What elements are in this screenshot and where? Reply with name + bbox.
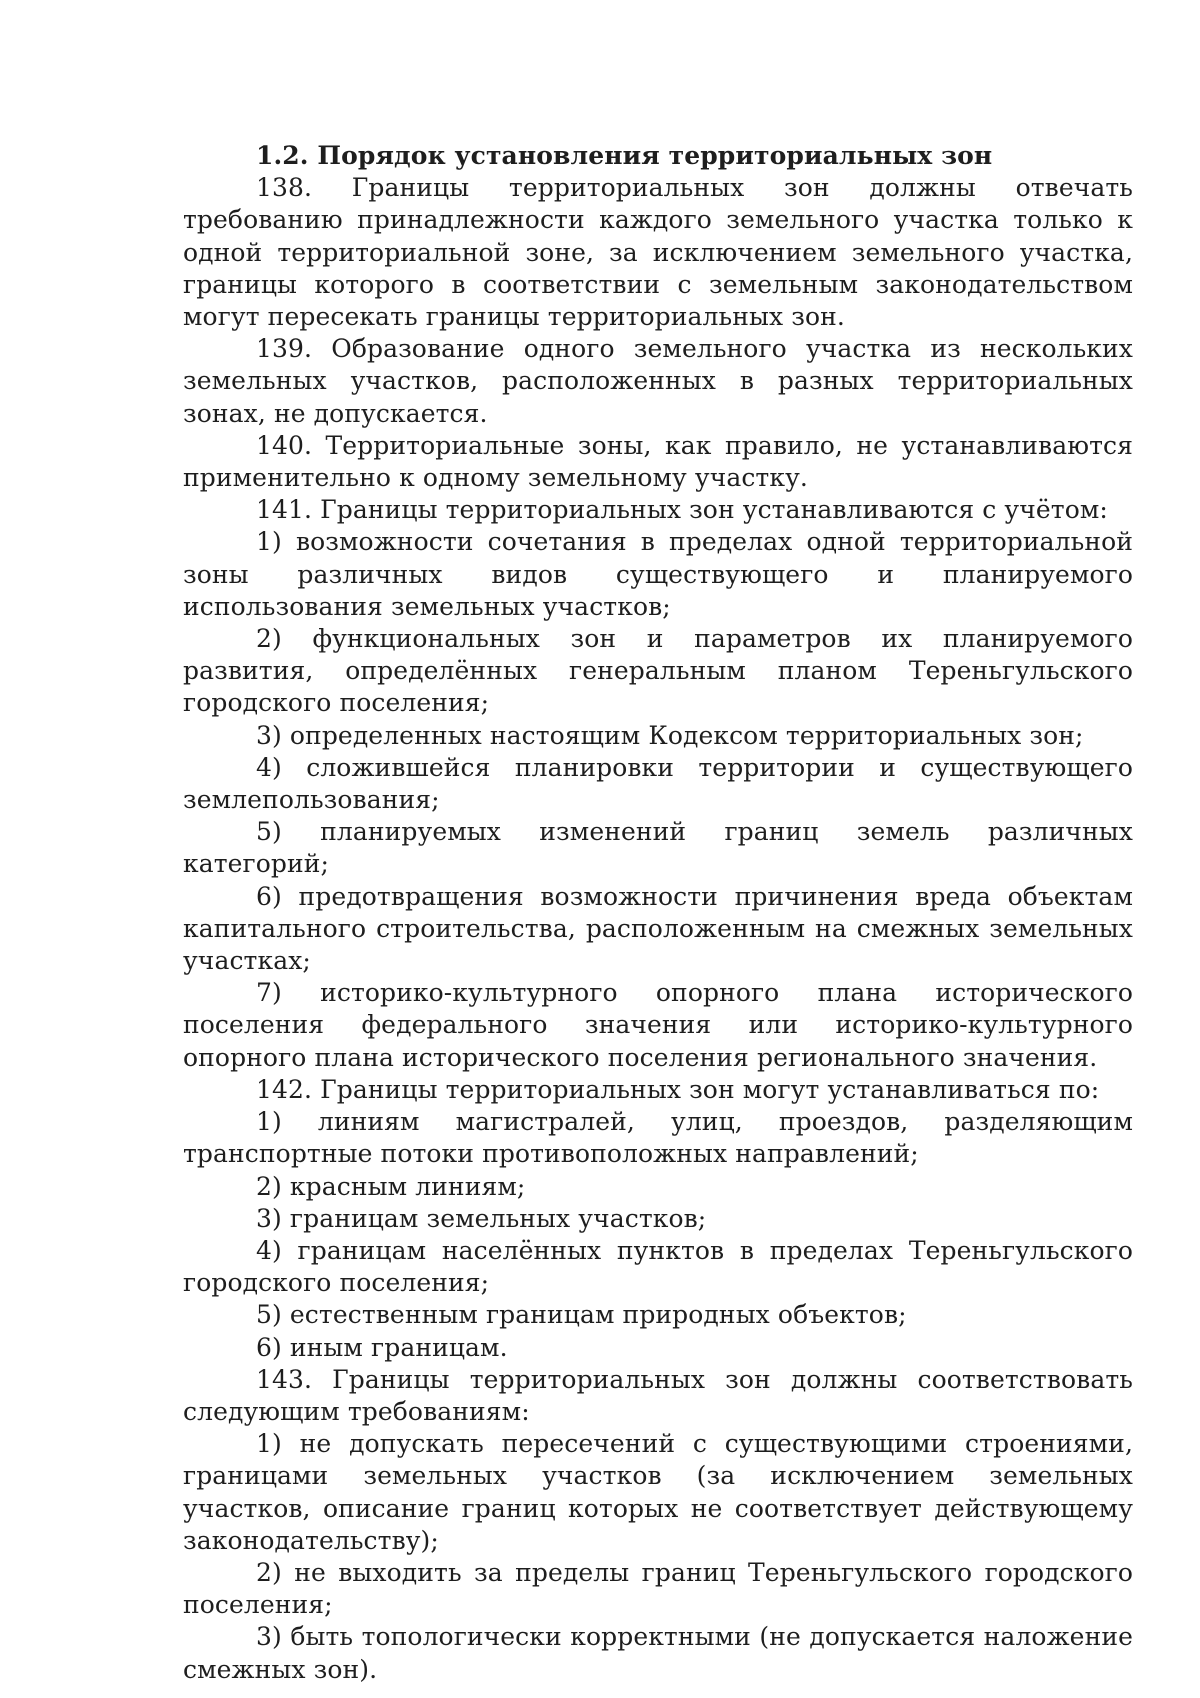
list-item-142-1: 1) линиям магистралей, улиц, проездов, разделяющим транспортные потоки противоположных направлений; — [183, 1107, 1133, 1169]
list-item-142-5: 5) естественным границам природных объектов; — [256, 1300, 907, 1330]
list-item-143-2: 2) не выходить за пределы границ Тереньгульского городского поселения; — [183, 1557, 1133, 1620]
paragraph-138: 138. Границы территориальных зон должны отвечать требованию принадлежности каждого земельного участка только к одной территориальной зоне, за исключением земельного участка, границы которого в соответствии с земельным законодательством могут пересекать границы территориальных зон. — [183, 173, 1133, 332]
list-item-142-4: 4) границам населённых пунктов в пределах Тереньгульского городского поселения; — [183, 1235, 1133, 1298]
paragraph-143: 143. Границы территориальных зон должны соответствовать следующим требованиям: — [183, 1364, 1133, 1426]
list-item-142-6: 6) иным границам. — [256, 1332, 508, 1362]
list-item-141-7: 7) историко-культурного опорного плана исторического поселения федерального значения или историко-культурного опорного плана исторического поселения регионального значения. — [183, 978, 1133, 1072]
list-item-141-3: 3) определенных настоящим Кодексом территориальных зон; — [256, 720, 1084, 750]
list-item-141-4: 4) сложившейся планировки территории и существующего землепользования; — [183, 752, 1133, 815]
list-item-141-6: 6) предотвращения возможности причинения вреда объектам капитального строительства, расположенным на смежных земельных участках; — [183, 881, 1133, 976]
list-item-143-1: 1) не допускать пересечений с существующими строениями, границами земельных участков (за исключением земельных участков, описание границ которых не соответствует действующему законодательству); — [183, 1429, 1133, 1555]
list-item-141-5: 5) планируемых изменений границ земель различных категорий; — [183, 817, 1133, 879]
paragraph-142: 142. Границы территориальных зон могут устанавливаться по: — [256, 1074, 1100, 1104]
paragraph-140: 140. Территориальные зоны, как правило, не устанавливаются применительно к одному земельному участку. — [183, 430, 1133, 493]
paragraph-139: 139. Образование одного земельного участка из нескольких земельных участков, расположенных в разных территориальных зонах, не допускается. — [183, 334, 1133, 428]
list-item-143-3: 3) быть топологически корректными (не допускается наложение смежных зон). — [183, 1622, 1133, 1684]
list-item-142-2: 2) красным линиям; — [256, 1171, 526, 1201]
document-page — [183, 140, 1133, 1686]
section-heading: 1.2. Порядок установления территориальных зон — [256, 141, 993, 170]
list-item-141-1: 1) возможности сочетания в пределах одной территориальной зоны различных видов существующего и планируемого использования земельных участков; — [183, 527, 1133, 621]
list-item-142-3: 3) границам земельных участков; — [256, 1203, 707, 1233]
paragraph-141: 141. Границы территориальных зон устанавливаются с учётом: — [256, 495, 1108, 525]
list-item-141-2: 2) функциональных зон и параметров их планируемого развития, определённых генеральным планом Тереньгульского городского поселения; — [183, 624, 1133, 718]
